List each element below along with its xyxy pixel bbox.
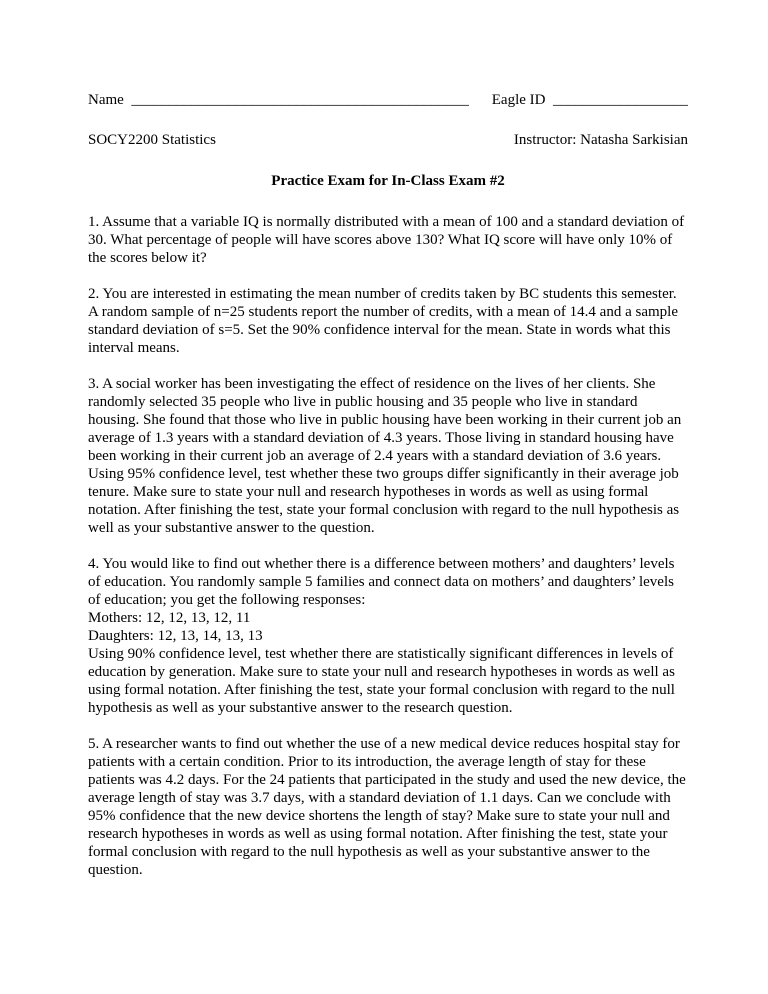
instructor-name: Instructor: Natasha Sarkisian: [513, 132, 688, 148]
name-field: [88, 91, 469, 109]
daughters-data: Daughters: 12, 13, 14, 13, 13: [88, 628, 263, 644]
name-label: Name: [88, 92, 124, 108]
question-outro: Using 90% confidence level, test whether there are statistically significant differences in levels of education by generation. Make sure to state your null and research hypotheses in words as well as using formal notation. After finishing the test, state your formal conclusion with regard to the null hypothesis as well as your substantive answer to the research question.: [88, 646, 675, 716]
question-text: 2. You are interested in estimating the mean number of credits taken by BC students this semester. A random sample of n=25 students report the number of credits, with a mean of 14.4 and a sample standard deviation of s=5. Set the 90% confidence interval for the mean. State in words what this interval means.: [88, 286, 678, 356]
eagle-id-label: Eagle ID: [491, 92, 546, 108]
exam-title: Practice Exam for In-Class Exam #2: [271, 173, 505, 189]
course-name: SOCY2200 Statistics: [88, 132, 216, 148]
course-row: [88, 131, 688, 149]
question-3: [88, 375, 688, 537]
name-blank: _____________________________________________: [131, 92, 469, 108]
question-text: 3. A social worker has been investigating the effect of residence on the lives of her clients. She randomly selected 35 people who live in public housing and 35 people who live in standard housing. She found that those who live in public housing have been working in their current job an average of 1.3 years with a standard deviation of 4.3 years. Those living in standard housing have been working in their current job an average of 2.4 years with a standard deviation of 3.6 years. Using 95% confidence level, test whether these two groups differ significantly in their average job tenure. Make sure to state your null and research hypotheses in words as well as using formal notation. After finishing the test, state your formal conclusion with regard to the null hypothesis as well as your substantive answer to the question.: [88, 376, 682, 536]
eagle-id-field: [492, 91, 688, 109]
question-intro: 4. You would like to find out whether there is a difference between mothers’ and daughters’ levels of education. You randomly sample 5 families and connect data on mothers’ and daughters’ levels of education; you get the following responses:: [88, 556, 675, 608]
eagle-id-blank: __________________: [553, 92, 688, 108]
question-text: 1. Assume that a variable IQ is normally distributed with a mean of 100 and a standard deviation of 30. What percentage of people will have scores above 130? What IQ score will have only 10% of the scores below it?: [88, 214, 685, 266]
mothers-data: Mothers: 12, 12, 13, 12, 11: [88, 610, 251, 626]
question-1: [88, 213, 688, 267]
name-row: [88, 91, 688, 109]
question-2: [88, 285, 688, 357]
question-5: [88, 735, 688, 879]
question-text: 5. A researcher wants to find out whether the use of a new medical device reduces hospital stay for patients with a certain condition. Prior to its introduction, the average length of stay for these patients was 4.2 days. For the 24 patients that participated in the study and used the new device, the average length of stay was 3.7 days, with a standard deviation of 1.1 days. Can we conclude with 95% confidence that the new device shortens the length of stay? Make sure to state your null and research hypotheses in words as well as using formal notation. After finishing the test, state your formal conclusion with regard to the null hypothesis as well as your substantive answer to the question.: [88, 736, 686, 878]
question-4: [88, 555, 688, 717]
